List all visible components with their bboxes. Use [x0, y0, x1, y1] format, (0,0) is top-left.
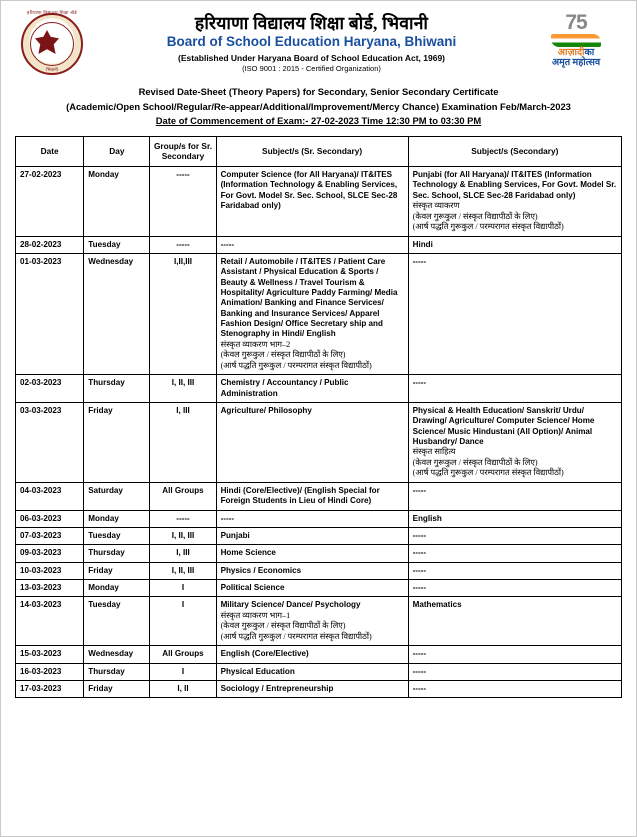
- cell-subject-secondary-note: (आर्ष पद्धति गुरूकुल / परम्परागत संस्कृत विद्यापीठों): [412, 222, 564, 232]
- cell-subject-senior: [216, 545, 408, 562]
- cell-subject-senior-main: Military Science/ Dance/ Psychology: [220, 600, 361, 610]
- cell-subject-senior: [216, 681, 408, 698]
- cell-group: I: [150, 597, 216, 646]
- table-row: [16, 402, 622, 482]
- cell-subject-secondary-note: (केवल गुरूकुल / संस्कृत विद्यापीठों के लिए): [412, 457, 538, 467]
- cell-subject-secondary-main: -----: [412, 256, 427, 266]
- cell-date: 16-03-2023: [16, 663, 84, 680]
- cell-subject-senior: [216, 253, 408, 374]
- table-row: [16, 580, 622, 597]
- cell-subject-secondary: [408, 646, 621, 663]
- cell-subject-senior-main: Sociology / Entrepreneurship: [220, 684, 334, 694]
- board-name-hindi: हरियाणा विद्यालय शिक्षा बोर्ड, भिवानी: [194, 13, 429, 33]
- cell-date: 13-03-2023: [16, 580, 84, 597]
- cell-group: -----: [150, 510, 216, 527]
- column-header-date: Date: [16, 136, 84, 166]
- header-title-block: [91, 11, 532, 73]
- cell-subject-secondary: [408, 236, 621, 253]
- datesheet-heading-line2: (Academic/Open School/Regular/Re-appear/Additional/Improvement/Mercy Chance) Examination Feb/March-2023: [66, 100, 571, 112]
- cell-subject-senior-main: -----: [220, 513, 235, 523]
- cell-group: I, II, III: [150, 562, 216, 579]
- cell-subject-senior-note: (आर्ष पद्धति गुरूकुल / परम्परागत संस्कृत विद्यापीठों): [220, 360, 372, 370]
- azadi-word: आज़ादी: [557, 48, 585, 58]
- cell-group: I, II: [150, 681, 216, 698]
- cell-subject-secondary-main: -----: [412, 649, 427, 659]
- indian-flag-icon: [551, 34, 601, 47]
- cell-subject-senior-note: संस्कृत व्याकरण भाग–1: [220, 610, 291, 620]
- hbse-logo-bottom-text: भिवानी: [46, 67, 58, 72]
- cell-group: -----: [150, 166, 216, 236]
- cell-subject-secondary-main: Physical & Health Education/ Sanskrit/ Urdu/ Drawing/ Agriculture/ Computer Science/ Home Science/ Music Hindustani (All Option)/ Animal Husbandry/ Dance: [412, 405, 595, 447]
- azadi-hindi-text: [532, 48, 620, 69]
- cell-day: Monday: [84, 510, 150, 527]
- table-row: [16, 510, 622, 527]
- exam-commencement-line: Date of Commencement of Exam:- 27-02-2023 Time 12:30 PM to 03:30 PM: [155, 115, 482, 127]
- cell-group: All Groups: [150, 482, 216, 510]
- cell-subject-senior-main: Home Science: [220, 548, 276, 558]
- cell-date: 09-03-2023: [16, 545, 84, 562]
- cell-day: Friday: [84, 562, 150, 579]
- cell-group: I: [150, 580, 216, 597]
- iso-line: (ISO 9001 : 2015 - Certified Organization): [242, 64, 381, 73]
- cell-subject-secondary-main: English: [412, 513, 442, 523]
- cell-subject-senior: [216, 510, 408, 527]
- cell-subject-senior-main: Agriculture/ Philosophy: [220, 405, 312, 415]
- cell-subject-secondary: [408, 166, 621, 236]
- cell-day: Thursday: [84, 375, 150, 403]
- cell-subject-senior: [216, 236, 408, 253]
- table-row: [16, 375, 622, 403]
- cell-subject-secondary-note: संस्कृत व्याकरण: [412, 201, 460, 211]
- cell-subject-secondary: [408, 375, 621, 403]
- cell-subject-senior-main: Hindi (Core/Elective)/ (English Special for Foreign Students in Lieu of Hindi Core): [220, 485, 380, 506]
- cell-subject-secondary: [408, 580, 621, 597]
- cell-subject-senior-main: Retail / Automobile / IT&ITES / Patient Care Assistant / Physical Education & Sports / Beauty & Wellness / Travel Tourism & Hospitality/ Agriculture Paddy Farming/ Media Animation/ Banking and Finance Services/ Banking and Insurance Services/ Apparel Fashion Design/ Office Secretary ship and Stenography in Hindi/ English: [220, 256, 398, 339]
- cell-subject-senior: [216, 562, 408, 579]
- cell-subject-secondary-main: -----: [412, 378, 427, 388]
- cell-subject-secondary: [408, 402, 621, 482]
- cell-date: 02-03-2023: [16, 375, 84, 403]
- table-body: [16, 166, 622, 697]
- cell-day: Wednesday: [84, 646, 150, 663]
- cell-day: Wednesday: [84, 253, 150, 374]
- cell-subject-senior-main: Physical Education: [220, 666, 295, 676]
- cell-group: I, II, III: [150, 375, 216, 403]
- cell-day: Thursday: [84, 663, 150, 680]
- cell-subject-senior-note: (केवल गुरूकुल / संस्कृत विद्यापीठों के लिए): [220, 621, 346, 631]
- hbse-logo-top-text: हरियाणा विद्यालय शिक्षा बोर्ड: [27, 10, 77, 15]
- cell-day: Thursday: [84, 545, 150, 562]
- cell-group: All Groups: [150, 646, 216, 663]
- cell-subject-secondary-main: -----: [412, 531, 427, 540]
- table-row: [16, 166, 622, 236]
- table-row: [16, 646, 622, 663]
- table-header-row: [16, 136, 622, 166]
- cell-subject-senior: [216, 646, 408, 663]
- table-row: [16, 545, 622, 562]
- cell-subject-secondary-main: Mathematics: [412, 600, 462, 610]
- cell-subject-secondary-main: -----: [412, 485, 427, 495]
- cell-subject-secondary: [408, 681, 621, 698]
- cell-subject-senior-note: (केवल गुरूकुल / संस्कृत विद्यापीठों के लिए): [220, 350, 346, 360]
- cell-subject-senior: [216, 663, 408, 680]
- cell-date: 27-02-2023: [16, 166, 84, 236]
- cell-subject-secondary: [408, 597, 621, 646]
- cell-date: 10-03-2023: [16, 562, 84, 579]
- cell-day: Tuesday: [84, 597, 150, 646]
- document-header: [15, 7, 622, 79]
- cell-date: 07-03-2023: [16, 528, 84, 545]
- cell-subject-senior-main: -----: [220, 239, 235, 249]
- cell-day: Friday: [84, 402, 150, 482]
- cell-group: I: [150, 663, 216, 680]
- hbse-logo: [17, 11, 91, 77]
- column-header-subject-secondary: Subject/s (Secondary): [408, 136, 621, 166]
- cell-subject-senior-main: Chemistry / Accountancy / Public Administration: [220, 378, 349, 398]
- cell-date: 28-02-2023: [16, 236, 84, 253]
- cell-subject-secondary-main: -----: [412, 684, 427, 694]
- ka-word: का: [584, 48, 595, 58]
- document-headings: [15, 85, 622, 129]
- cell-group: -----: [150, 236, 216, 253]
- cell-subject-secondary-note: (केवल गुरूकुल / संस्कृत विद्यापीठों के लिए): [412, 211, 538, 221]
- cell-subject-senior: [216, 580, 408, 597]
- cell-day: Monday: [84, 166, 150, 236]
- table-row: [16, 482, 622, 510]
- cell-date: 06-03-2023: [16, 510, 84, 527]
- table-row: [16, 528, 622, 545]
- amrit-mahotsav-word: अमृत महोत्सव: [551, 58, 601, 69]
- cell-subject-secondary: [408, 545, 621, 562]
- cell-subject-senior: [216, 528, 408, 545]
- cell-subject-senior-main: Computer Science (for All Haryana)/ IT&ITES (Information Technology & Enabling Services, For Govt. Model Sr. Sec. School, SLCE Sec-28 Faridabad only): [220, 169, 398, 211]
- cell-day: Saturday: [84, 482, 150, 510]
- cell-subject-senior: [216, 166, 408, 236]
- cell-subject-secondary-main: -----: [412, 666, 427, 676]
- cell-date: 04-03-2023: [16, 482, 84, 510]
- cell-subject-secondary-note: (आर्ष पद्धति गुरूकुल / परम्परागत संस्कृत विद्यापीठों): [412, 468, 564, 478]
- cell-group: I, III: [150, 402, 216, 482]
- column-header-group: Group/s for Sr. Secondary: [150, 136, 216, 166]
- cell-subject-secondary-main: -----: [412, 565, 427, 575]
- cell-subject-secondary: [408, 663, 621, 680]
- table-row: [16, 597, 622, 646]
- cell-subject-senior-note: (आर्ष पद्धति गुरूकुल / परम्परागत संस्कृत विद्यापीठों): [220, 631, 372, 641]
- board-name-english: Board of School Education Haryana, Bhiwani: [166, 34, 457, 50]
- table-row: [16, 681, 622, 698]
- cell-date: 03-03-2023: [16, 402, 84, 482]
- cell-subject-senior-note: संस्कृत व्याकरण भाग–2: [220, 339, 291, 349]
- cell-subject-secondary-main: Hindi: [412, 239, 433, 249]
- cell-subject-secondary: [408, 510, 621, 527]
- table-row: [16, 253, 622, 374]
- cell-subject-senior-main: Punjabi: [220, 531, 250, 540]
- cell-subject-secondary-main: -----: [412, 548, 427, 558]
- column-header-subject-senior: Subject/s (Sr. Secondary): [216, 136, 408, 166]
- datesheet-table: [15, 136, 622, 699]
- cell-subject-senior-main: Physics / Economics: [220, 565, 302, 575]
- cell-day: Tuesday: [84, 528, 150, 545]
- cell-group: I,II,III: [150, 253, 216, 374]
- cell-date: 01-03-2023: [16, 253, 84, 374]
- cell-day: Monday: [84, 580, 150, 597]
- cell-subject-senior: [216, 482, 408, 510]
- cell-date: 17-03-2023: [16, 681, 84, 698]
- azadi-ka-amrit-mahotsav-logo: [532, 11, 620, 69]
- cell-subject-senior: [216, 597, 408, 646]
- cell-subject-secondary-note: संस्कृत साहित्य: [412, 447, 456, 457]
- cell-day: Tuesday: [84, 236, 150, 253]
- cell-subject-secondary: [408, 562, 621, 579]
- cell-group: I, II, III: [150, 528, 216, 545]
- cell-group: I, III: [150, 545, 216, 562]
- column-header-day: Day: [84, 136, 150, 166]
- azadi-75-number: 75: [565, 11, 587, 34]
- cell-subject-senior-main: Political Science: [220, 583, 285, 593]
- cell-subject-secondary-main: Punjabi (for All Haryana)/ IT&ITES (Information Technology & Enabling Services, For Govt. Model Sr. Sec. School, SLCE Sec-28 Faridabad only): [412, 169, 617, 200]
- cell-subject-secondary: [408, 482, 621, 510]
- cell-subject-secondary-main: -----: [412, 583, 427, 593]
- cell-subject-senior: [216, 402, 408, 482]
- datesheet-heading-line1: Revised Date-Sheet (Theory Papers) for Secondary, Senior Secondary Certificate: [138, 86, 499, 97]
- cell-day: Friday: [84, 681, 150, 698]
- cell-subject-secondary: [408, 528, 621, 545]
- table-row: [16, 663, 622, 680]
- table-row: [16, 236, 622, 253]
- cell-subject-senior: [216, 375, 408, 403]
- established-line: (Established Under Haryana Board of School Education Act, 1969): [177, 53, 446, 63]
- cell-date: 14-03-2023: [16, 597, 84, 646]
- cell-subject-secondary: [408, 253, 621, 374]
- cell-subject-senior-main: English (Core/Elective): [220, 649, 309, 659]
- cell-date: 15-03-2023: [16, 646, 84, 663]
- table-row: [16, 562, 622, 579]
